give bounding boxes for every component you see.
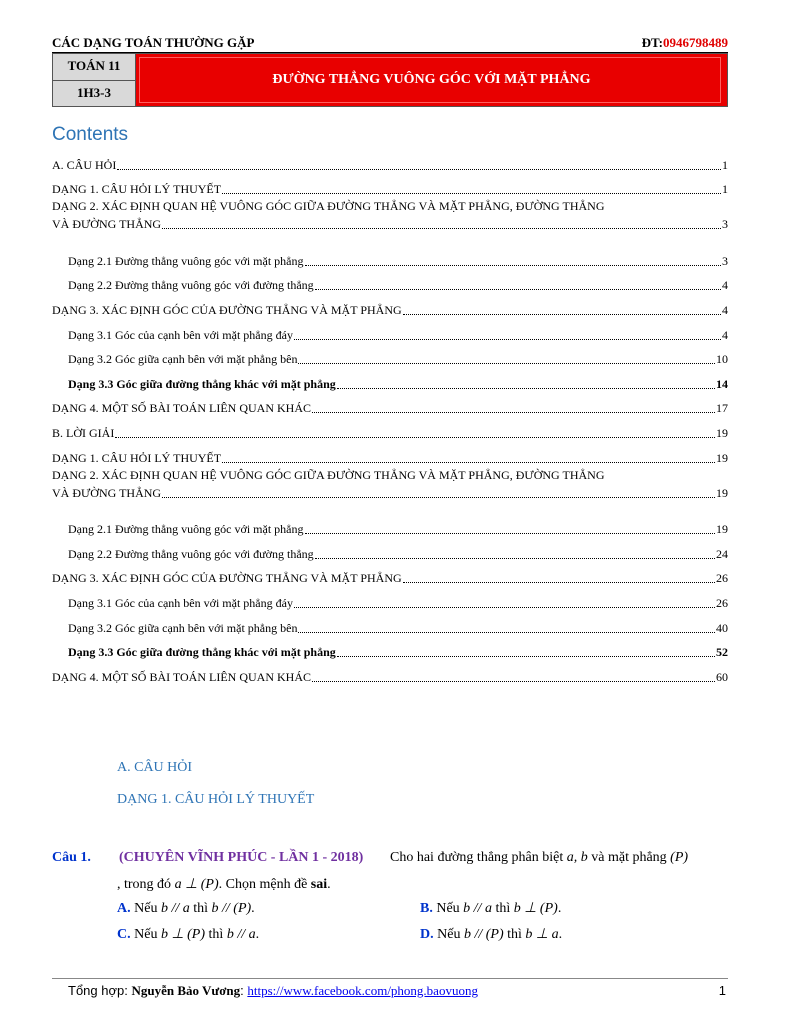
footer: [68, 983, 478, 999]
option-text: Nếu: [130, 927, 161, 942]
option-a[interactable]: [117, 895, 255, 923]
page-header-left: CÁC DẠNG TOÁN THƯỜNG GẶP: [52, 35, 255, 50]
toc-leader: [298, 362, 715, 364]
toc-entry[interactable]: [52, 562, 728, 587]
toc-label: DẠNG 4. MỘT SỐ BÀI TOÁN LIÊN QUAN KHÁC: [52, 669, 312, 684]
option-text: Nếu: [433, 927, 464, 942]
toc-entry[interactable]: [52, 660, 728, 685]
footer-divider: [52, 978, 728, 979]
toc-label-cont: VÀ ĐƯỜNG THẲNG: [52, 485, 162, 500]
question-number: Câu 1.: [52, 850, 91, 865]
toc-page: 3: [722, 217, 728, 232]
phone-number: 0946798489: [663, 35, 728, 50]
toc-leader: [305, 532, 716, 534]
toc-page: 19: [716, 485, 728, 500]
subject-label: TOÁN 11: [53, 54, 135, 81]
stem-text: , trong đó: [117, 877, 175, 892]
toc-leader: [162, 227, 721, 229]
toc-leader: [294, 338, 721, 340]
toc-leader: [305, 264, 722, 266]
toc-page: 14: [716, 376, 728, 391]
toc-entry[interactable]: [52, 392, 728, 417]
question-source: (CHUYÊN VĨNH PHÚC - LẦN 1 - 2018): [119, 850, 364, 865]
question-stem: [390, 844, 688, 872]
toc-label: B. LỜI GIẢI: [52, 425, 115, 440]
toc-page: 4: [722, 278, 728, 293]
toc-label: DẠNG 2. XÁC ĐỊNH QUAN HỆ VUÔNG GÓC GIỮA ĐƯỜNG THẲNG VÀ MẶT PHẲNG, ĐƯỜNG THẲNG: [52, 199, 605, 214]
toc-page: 19: [716, 425, 728, 440]
toc-leader: [162, 496, 715, 498]
toc-leader: [337, 655, 715, 657]
title-box-meta: [53, 54, 136, 106]
toc-label: Dạng 2.1 Đường thẳng vuông góc với mặt phẳng: [68, 522, 304, 537]
option-text: Nếu: [432, 901, 464, 916]
toc-entry[interactable]: [52, 537, 728, 562]
section-heading-dang1: DẠNG 1. CÂU HỎI LÝ THUYẾT: [117, 792, 315, 807]
option-text: .: [251, 901, 255, 916]
toc-leader: [312, 680, 715, 682]
toc-page: 24: [716, 546, 728, 561]
document-title: ĐƯỜNG THẲNG VUÔNG GÓC VỚI MẶT PHẲNG: [272, 72, 591, 87]
title-box: [52, 53, 728, 107]
toc-entry[interactable]: [52, 416, 728, 441]
toc-page: 4: [722, 327, 728, 342]
toc-leader: [115, 436, 715, 438]
option-key: C.: [117, 927, 131, 942]
toc-page: 26: [716, 595, 728, 610]
toc-leader: [403, 313, 721, 315]
toc-page: 1: [722, 182, 728, 197]
option-key: D.: [420, 927, 434, 942]
toc-label: Dạng 2.1 Đường thẳng vuông góc với mặt phẳng: [68, 253, 304, 268]
option-text: Nếu: [130, 901, 161, 916]
toc-entry[interactable]: [52, 466, 728, 513]
toc-label: Dạng 3.1 Góc của cạnh bên với mặt phẳng đáy: [68, 327, 293, 342]
toc-page: 60: [716, 669, 728, 684]
toc-label: Dạng 2.2 Đường thẳng vuông góc với đường thẳng: [68, 546, 314, 561]
option-expr: b // (P): [463, 927, 504, 942]
toc-label: DẠNG 1. CÂU HỎI LÝ THUYẾT: [52, 450, 222, 465]
toc-page: 1: [722, 157, 728, 172]
toc-entry[interactable]: [52, 611, 728, 636]
option-c[interactable]: [117, 921, 259, 949]
toc-entry[interactable]: [52, 636, 728, 661]
footer-prefix: Tổng hợp:: [68, 983, 132, 998]
option-expr: b ⊥ (P): [160, 927, 206, 942]
toc-entry[interactable]: [52, 269, 728, 294]
option-expr: b ⊥ a: [525, 927, 559, 942]
option-text: .: [557, 901, 562, 916]
toc-label: Dạng 3.1 Góc của cạnh bên với mặt phẳng đáy: [68, 595, 293, 610]
toc-page: 17: [716, 401, 728, 416]
footer-link[interactable]: https://www.facebook.com/phong.baovuong: [247, 983, 478, 998]
toc-leader: [403, 581, 715, 583]
toc-label: Dạng 3.3 Góc giữa đường thẳng khác với mặt phẳng: [68, 645, 336, 660]
toc-entry[interactable]: [52, 197, 728, 244]
option-b[interactable]: [420, 895, 561, 923]
option-text: thì: [205, 927, 227, 942]
page-number: 1: [718, 983, 726, 998]
toc-page: 26: [716, 571, 728, 586]
toc-leader: [312, 411, 715, 413]
section-heading-a: A. CÂU HỎI: [117, 760, 193, 775]
toc-page: 19: [716, 522, 728, 537]
toc-label: Dạng 3.3 Góc giữa đường thẳng khác với mặt phẳng: [68, 376, 336, 391]
toc-label: DẠNG 3. XÁC ĐỊNH GÓC CỦA ĐƯỜNG THẲNG VÀ MẶT PHẲNG: [52, 302, 402, 317]
option-text: thì: [503, 927, 526, 942]
toc-label: DẠNG 2. XÁC ĐỊNH QUAN HỆ VUÔNG GÓC GIỮA ĐƯỜNG THẲNG VÀ MẶT PHẲNG, ĐƯỜNG THẲNG: [52, 467, 605, 482]
option-expr: b // a: [463, 901, 492, 916]
toc-entry[interactable]: [52, 318, 728, 343]
option-text: .: [255, 927, 260, 942]
code-label: 1H3-3: [77, 85, 111, 100]
toc-page: 52: [716, 645, 728, 660]
toc-entry[interactable]: [52, 244, 728, 269]
toc-label: DẠNG 4. MỘT SỐ BÀI TOÁN LIÊN QUAN KHÁC: [52, 401, 312, 416]
stem-text: và mặt phẳng: [587, 850, 671, 865]
option-d[interactable]: [420, 921, 562, 949]
toc-entry[interactable]: [52, 343, 728, 368]
toc-leader: [337, 387, 715, 389]
contents-heading: Contents: [52, 124, 129, 145]
toc-leader: [298, 631, 715, 633]
footer-author: Nguyễn Bảo Vương: [131, 983, 241, 998]
toc-page: 19: [716, 450, 728, 465]
toc-leader: [117, 168, 721, 170]
toc-entry[interactable]: [52, 148, 728, 173]
stem-plane: (P): [670, 850, 689, 865]
toc-label: Dạng 3.2 Góc giữa cạnh bên với mặt phẳng bên: [68, 352, 298, 367]
toc-leader: [222, 461, 715, 463]
toc-label: A. CÂU HỎI: [52, 157, 117, 172]
toc-entry[interactable]: [52, 586, 728, 611]
option-expr: b // a: [160, 901, 190, 916]
phone-label: ĐT:: [641, 35, 663, 50]
toc-leader: [315, 288, 721, 290]
toc-page: 10: [716, 352, 728, 367]
option-key: B.: [420, 901, 433, 916]
toc-leader: [294, 606, 715, 608]
option-key: A.: [117, 901, 131, 916]
toc-page: 40: [716, 620, 728, 635]
toc-label-cont: VÀ ĐƯỜNG THẲNG: [52, 217, 162, 232]
option-text: thì: [491, 901, 514, 916]
toc-leader: [315, 557, 715, 559]
toc-label: DẠNG 1. CÂU HỎI LÝ THUYẾT: [52, 182, 222, 197]
stem-text: . Chọn mệnh đề: [218, 877, 311, 892]
stem-expr: a ⊥ (P): [174, 877, 219, 892]
toc-label: Dạng 2.2 Đường thẳng vuông góc với đường thẳng: [68, 278, 314, 293]
stem-text: Cho hai đường thẳng phân biệt: [390, 850, 567, 865]
toc-entry[interactable]: [52, 293, 728, 318]
stem-text: .: [327, 877, 331, 892]
footer-sep: :: [240, 983, 248, 998]
toc-entry[interactable]: [52, 513, 728, 538]
table-of-contents: [52, 148, 728, 685]
toc-label: Dạng 3.2 Góc giữa cạnh bên với mặt phẳng bên: [68, 620, 298, 635]
toc-page: 4: [722, 302, 728, 317]
toc-page: 3: [722, 253, 728, 268]
stem-vars: a, b: [566, 850, 588, 865]
toc-label: DẠNG 3. XÁC ĐỊNH GÓC CỦA ĐƯỜNG THẲNG VÀ MẶT PHẲNG: [52, 571, 402, 586]
title-banner: [136, 54, 727, 106]
toc-entry[interactable]: [52, 367, 728, 392]
page-header-right: [642, 35, 728, 51]
toc-entry[interactable]: [52, 173, 728, 198]
option-expr: b // a: [226, 927, 256, 942]
option-text: .: [558, 927, 563, 942]
option-expr: b // (P): [211, 901, 252, 916]
toc-entry[interactable]: [52, 441, 728, 466]
toc-leader: [222, 192, 721, 194]
option-expr: b ⊥ (P): [513, 901, 558, 916]
stem-emphasis: sai: [310, 877, 328, 892]
option-text: thì: [189, 901, 212, 916]
